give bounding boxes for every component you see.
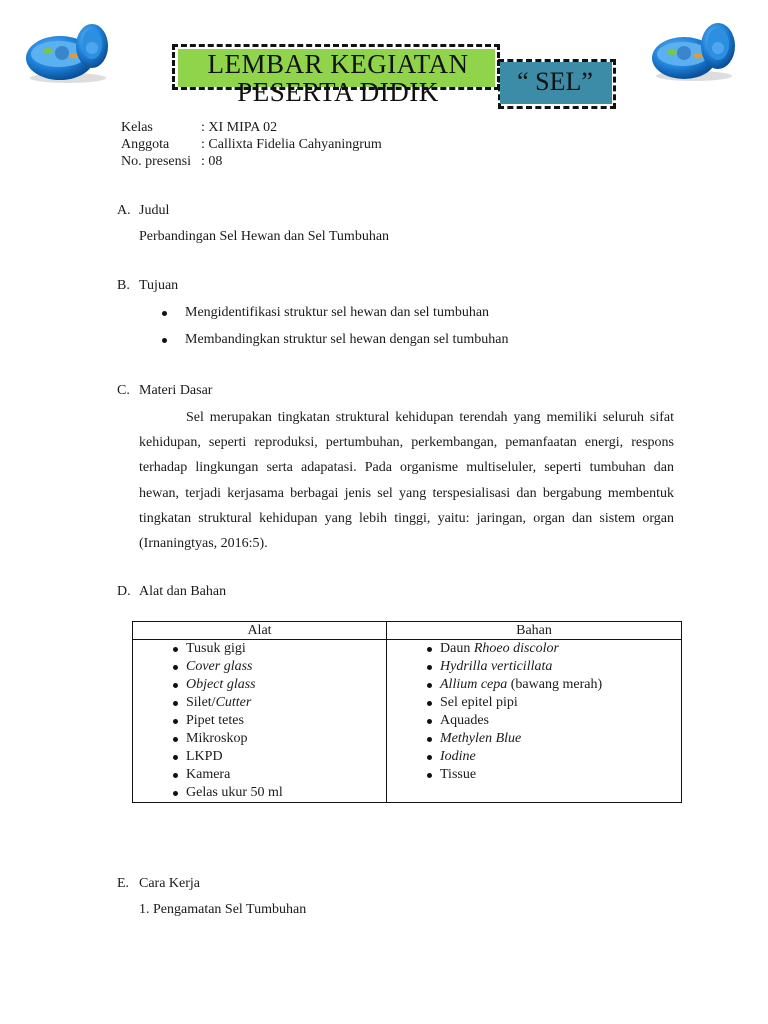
section-title: Judul [139,203,170,218]
topic-label: “ SEL” [517,67,593,96]
bahan-item [387,712,681,730]
title-box [172,44,504,107]
alat-item [133,658,386,676]
bahan-cell [387,640,682,803]
bahan-item [387,640,681,658]
info-row-presensi [121,153,421,170]
bahan-item [387,694,681,712]
bullet-icon [427,773,432,778]
bahan-list [387,640,681,784]
bahan-item-text: Aquades [440,713,489,728]
bahan-item-text: (bawang merah) [507,677,603,692]
bullet-icon [173,737,178,742]
alat-item [133,640,386,658]
alat-item [133,766,386,784]
alat-item-text: Cutter [215,695,252,710]
alat-item-text: Kamera [186,767,231,782]
alat-item [133,748,386,766]
section-title: Alat dan Bahan [139,584,227,599]
alat-cell [133,640,387,803]
bahan-item [387,658,681,676]
bullet-icon [162,338,167,343]
info-row-anggota [121,136,441,153]
section-letter: E. [117,876,130,891]
bahan-item-text: Hydrilla verticillata [440,659,553,674]
tujuan-item: Membandingkan struktur sel hewan dengan sel tumbuhan [185,332,509,347]
bahan-item [387,730,681,748]
alat-item-text: Pipet tetes [186,713,244,728]
alat-item-text: Cover glass [186,659,253,674]
alat-item-text: Mikroskop [186,731,248,746]
section-letter: B. [117,278,130,293]
tujuan-item: Mengidentifikasi struktur sel hewan dan sel tumbuhan [185,305,490,320]
section-letter: D. [117,584,131,599]
bullet-icon [427,701,432,706]
section-letter: C. [117,383,130,398]
alat-item [133,694,386,712]
anggota-label: Anggota [121,137,170,152]
bullet-icon [173,647,178,652]
materi-text: Sel merupakan tingkatan struktural kehidupan terendah yang memiliki seluruh sifat kehidupan, seperti reproduksi, pertumbuhan, perkembangan, pemanfaatan energi, respons terhadap lingkungan serta adapatasi. Pada organisme multiseluler, seperti tumbuhan dan hewan, terjadi kerjasama berbagai jenis sel yang terspesialisasi dan bergabung membentuk tingkatan struktural kehidupan yang lebih tinggi, yaitu: jaringan, organ dan sistem organ (Irnaningtyas, 2016:5). [139,410,674,552]
bullet-icon [173,755,178,760]
bullet-icon [162,311,167,316]
bahan-item-text: Daun [440,641,474,656]
section-title: Cara Kerja [139,876,201,891]
bullet-icon [173,719,178,724]
alat-item-text: Object glass [186,677,256,692]
section-letter: A. [117,203,131,218]
bullet-icon [173,701,178,706]
bullet-icon [173,773,178,778]
bahan-item [387,676,681,694]
kelas-label: Kelas [121,120,153,135]
alat-bahan-table [132,621,682,803]
bullet-icon [427,719,432,724]
alat-item-text: Silet/ [186,695,216,710]
bahan-item [387,766,681,784]
bullet-icon [427,755,432,760]
bullet-icon [427,737,432,742]
alat-item-text: Tusuk gigi [186,641,246,656]
topic-box [498,59,618,111]
alat-item [133,712,386,730]
judul-text: Perbandingan Sel Hewan dan Sel Tumbuhan [139,229,390,244]
alat-item [133,784,386,802]
column-header-alat: Alat [133,622,387,640]
bahan-item-text: Tissue [440,767,477,782]
kelas-value: : XI MIPA 02 [201,120,278,135]
bahan-item-text: Rhoeo discolor [473,641,559,656]
presensi-value: : 08 [201,154,223,169]
section-title: Tujuan [139,278,179,293]
page-title: LEMBAR KEGIATAN PESERTA DIDIK [207,49,469,107]
column-header-bahan: Bahan [387,622,682,640]
section-title: Materi Dasar [139,383,213,398]
alat-item-text: Gelas ukur 50 ml [186,785,283,800]
cara-kerja-step: 1. Pengamatan Sel Tumbuhan [139,902,307,917]
bullet-icon [173,683,178,688]
bullet-icon [173,665,178,670]
animal-cell-icon-left [22,18,114,84]
animal-cell-icon-right [648,16,740,82]
bahan-item-text: Iodine [440,749,476,764]
bullet-icon [427,647,432,652]
bahan-item-text: Allium cepa [440,677,508,692]
anggota-value: : Callixta Fidelia Cahyaningrum [201,137,382,152]
info-row-kelas [121,119,421,136]
bahan-item-text: Sel epitel pipi [440,695,518,710]
bullet-icon [173,791,178,796]
bahan-item [387,748,681,766]
table-header-row [133,622,682,640]
materi-paragraph [139,405,674,556]
alat-item [133,676,386,694]
alat-item-text: LKPD [186,749,223,764]
alat-item [133,730,386,748]
bullet-icon [427,665,432,670]
alat-list [133,640,386,802]
presensi-label: No. presensi [121,154,191,169]
bullet-icon [427,683,432,688]
bahan-item-text: Methylen Blue [440,731,522,746]
table-row [133,640,682,803]
